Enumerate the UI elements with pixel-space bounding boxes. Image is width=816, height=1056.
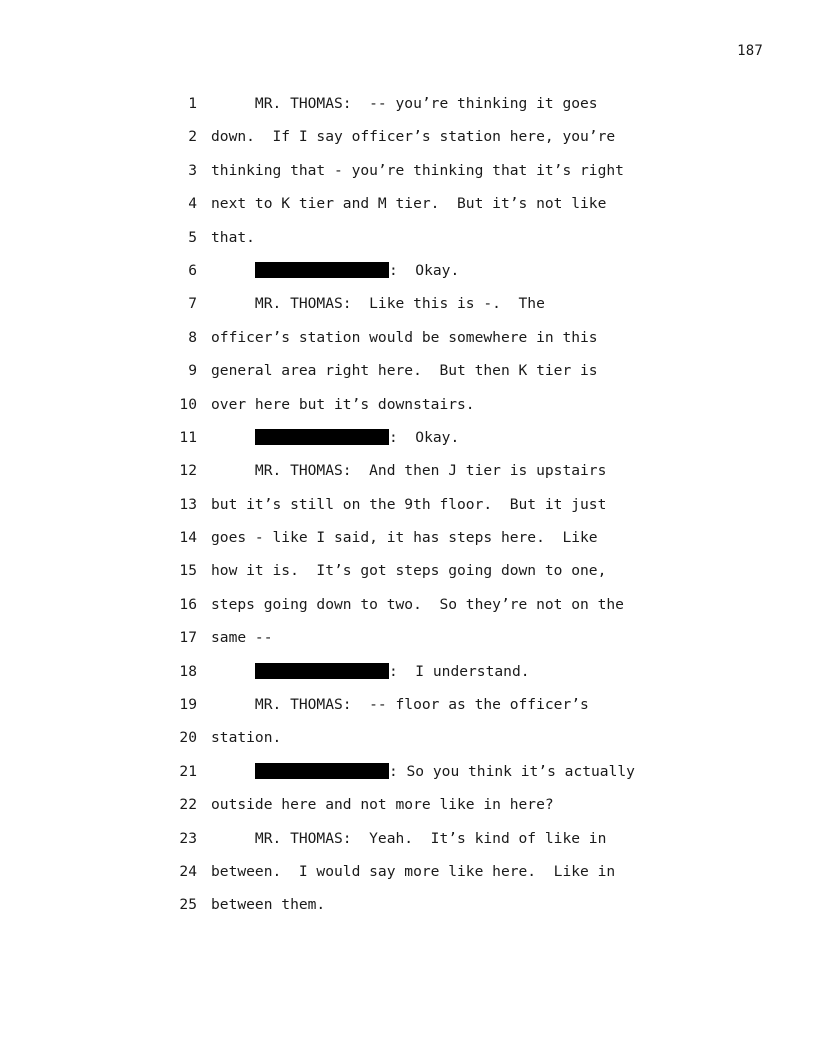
line-text: steps going down to two. So they’re not on the [211,595,624,613]
indent [211,663,255,680]
line-text: : Okay. [388,428,460,446]
line-number: 22 [179,796,197,814]
transcript-line [170,187,730,220]
line-number: 17 [179,629,197,647]
line-text: general area right here. But then K tier is [211,362,598,380]
line-text: next to K tier and M tier. But it’s not like [211,195,607,213]
line-number: 20 [179,729,197,747]
redaction-block [255,663,389,679]
line-number: 19 [179,696,197,714]
line-text: MR. THOMAS: Like this is -. The [211,295,545,313]
transcript-line [170,588,730,621]
transcript-line [170,721,730,754]
line-text: how it is. It’s got steps going down to one, [211,562,607,580]
transcript-line [170,888,730,921]
line-text: between them. [211,896,326,914]
line-text: same -- [211,629,273,647]
indent [211,763,255,780]
line-number: 24 [179,862,197,880]
redaction-block [255,763,389,779]
line-number: 14 [179,529,197,547]
transcript-line [170,87,730,120]
transcript-line [170,287,730,320]
indent [211,429,255,446]
line-text: between. I would say more like here. Like in [211,862,616,880]
transcript-line [170,120,730,153]
line-number: 21 [179,762,197,780]
transcript-line [170,788,730,821]
line-number: 10 [179,395,197,413]
line-text: thinking that - you’re thinking that it’s right [211,161,624,179]
transcript-line [170,354,730,387]
line-text: but it’s still on the 9th floor. But it just [211,495,607,513]
transcript-line [170,621,730,654]
redaction-block [255,429,389,445]
transcript-line [170,755,730,788]
line-text: MR. THOMAS: -- floor as the officer’s [211,696,589,714]
transcript-line [170,388,730,421]
indent [211,262,255,279]
redacted-speaker-line [211,421,459,454]
transcript-line [170,488,730,521]
line-number: 13 [179,495,197,513]
line-number: 23 [179,829,197,847]
line-number: 11 [179,428,197,446]
line-number: 7 [188,295,197,313]
redaction-block [255,262,389,278]
transcript-line [170,421,730,454]
line-text: : Okay. [388,261,460,279]
transcript-line [170,221,730,254]
line-number: 2 [188,128,197,146]
line-number: 15 [179,562,197,580]
transcript-line [170,521,730,554]
line-text: : So you think it’s actually [388,762,635,780]
transcript-line [170,154,730,187]
line-number: 12 [179,462,197,480]
transcript-line [170,321,730,354]
line-text: MR. THOMAS: Yeah. It’s kind of like in [211,829,607,847]
line-text: down. If I say officer’s station here, you’re [211,128,616,146]
transcript-line [170,254,730,287]
transcript-line [170,822,730,855]
line-text: outside here and not more like in here? [211,796,554,814]
line-text: over here but it’s downstairs. [211,395,475,413]
line-number: 6 [188,261,197,279]
line-number: 3 [188,161,197,179]
transcript-line [170,688,730,721]
line-text: station. [211,729,282,747]
page-number: 187 [737,43,763,59]
line-number: 8 [188,328,197,346]
line-number: 18 [179,662,197,680]
transcript-line [170,655,730,688]
line-number: 4 [188,195,197,213]
line-number: 9 [188,362,197,380]
line-text: MR. THOMAS: And then J tier is upstairs [211,462,607,480]
redacted-speaker-line [211,755,635,788]
transcript-body [170,87,730,922]
line-text: that. [211,228,255,246]
transcript-line [170,554,730,587]
transcript-line [170,855,730,888]
line-text: MR. THOMAS: -- you’re thinking it goes [211,95,598,112]
line-number: 16 [179,595,197,613]
line-number: 25 [179,896,197,914]
line-number: 5 [188,228,197,246]
redacted-speaker-line [211,254,459,287]
line-text: officer’s station would be somewhere in this [211,328,598,346]
line-text: : I understand. [388,662,530,680]
redacted-speaker-line [211,655,530,688]
line-text: goes - like I said, it has steps here. Like [211,529,598,547]
line-number: 1 [188,95,197,112]
transcript-line [170,454,730,487]
